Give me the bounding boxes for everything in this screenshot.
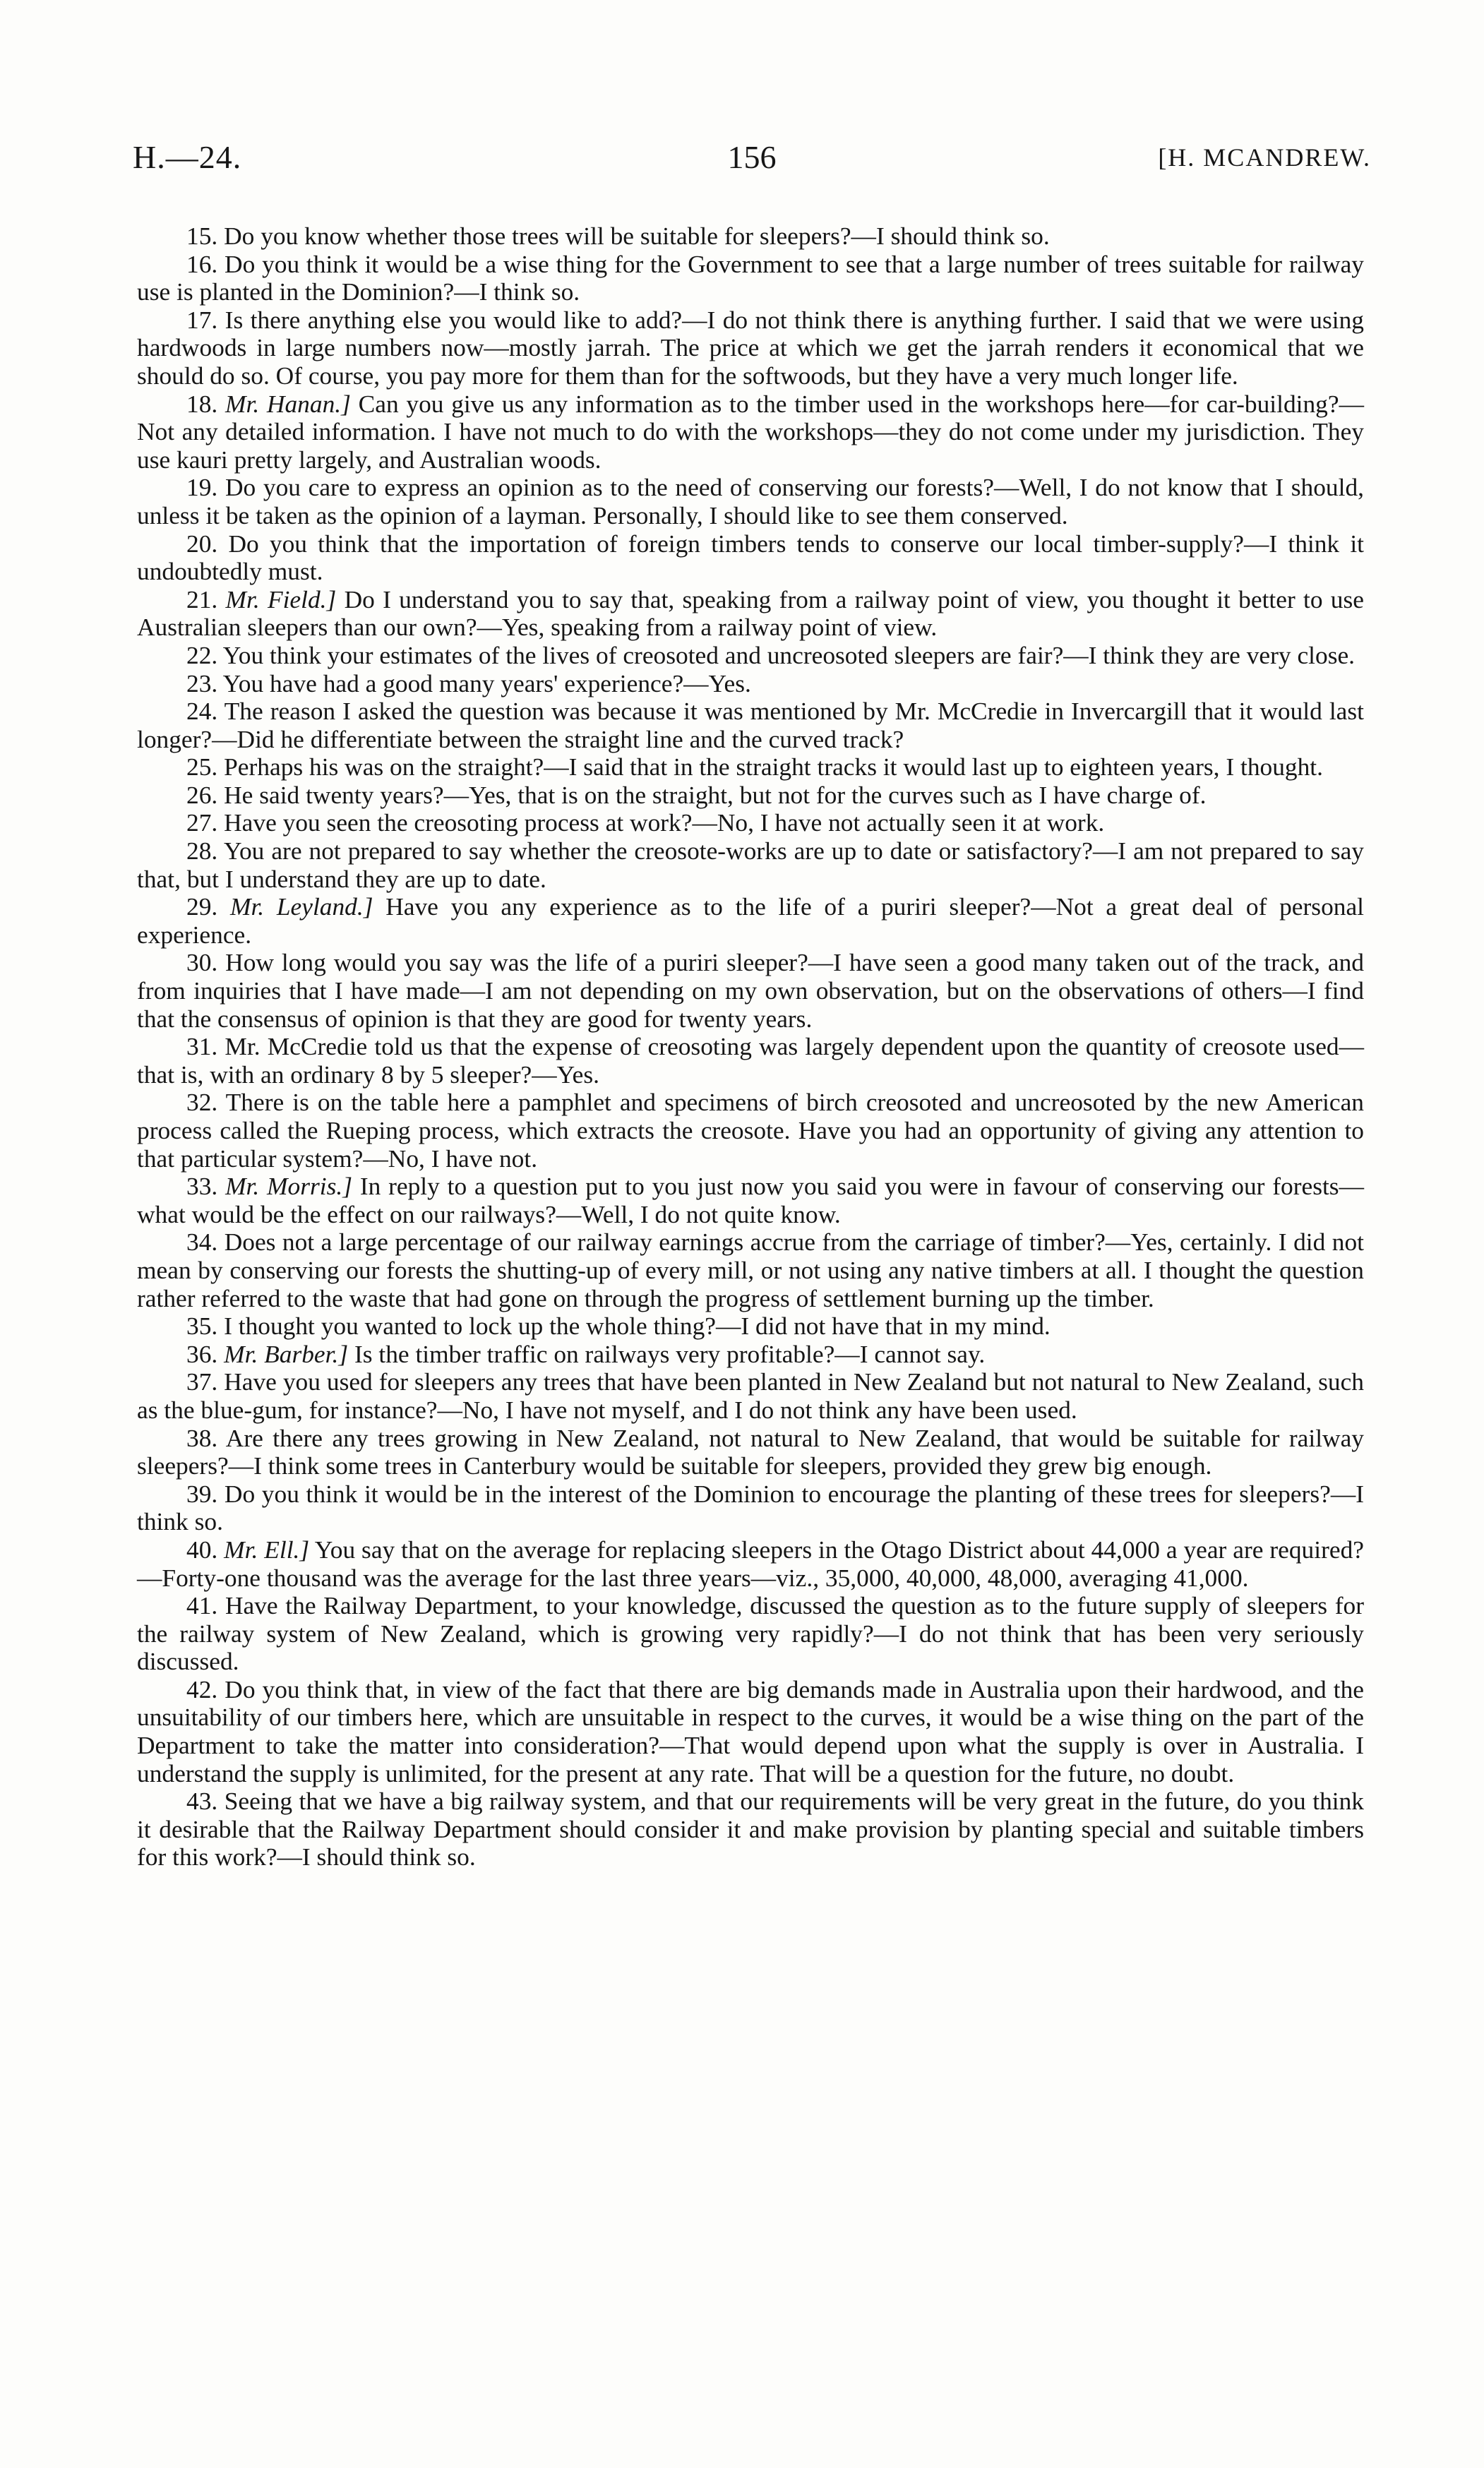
question-number: 23.	[186, 669, 218, 697]
question-paragraph	[137, 1480, 1364, 1536]
testimony-body	[137, 222, 1364, 1871]
question-paragraph	[137, 1173, 1364, 1228]
question-paragraph	[137, 1228, 1364, 1312]
question-answer-text: Is the timber traffic on railways very profitable?—I cannot say.	[354, 1339, 986, 1368]
speaker-label: Mr. Ell.]	[224, 1535, 310, 1564]
question-number: 34.	[186, 1228, 218, 1257]
question-number: 24.	[186, 697, 218, 726]
speaker-label: Mr. Leyland.]	[229, 892, 373, 921]
question-paragraph	[137, 1536, 1364, 1592]
question-number: 29.	[186, 892, 218, 921]
question-answer-text: You have had a good many years' experience?—Yes.	[222, 669, 751, 697]
question-answer-text: The reason I asked the question was because it was mentioned by Mr. McCredie in Invercargill that it would last longer?—Did he differentiate between the straight line and the curved track?	[137, 697, 1364, 753]
question-number: 19.	[186, 473, 218, 502]
question-answer-text: Have you seen the creosoting process at work?—No, I have not actually seen it at work.	[224, 808, 1105, 837]
question-paragraph	[137, 586, 1364, 642]
question-number: 18.	[186, 389, 218, 418]
question-paragraph	[137, 697, 1364, 753]
question-number: 15.	[186, 222, 218, 250]
page-number: 156	[727, 139, 777, 175]
question-answer-text: Mr. McCredie told us that the expense of creosoting was largely dependent upon the quantity of creosote used—that is, with an ordinary 8 by 5 sleeper?—Yes.	[137, 1032, 1364, 1089]
question-paragraph	[137, 949, 1364, 1033]
question-number: 16.	[186, 249, 218, 278]
question-answer-text: Do you think that the importation of foreign timbers tends to conserve our local timber-supply?—I think it undoubtedly must.	[137, 529, 1364, 586]
question-answer-text: Have you used for sleepers any trees that have been planted in New Zealand but not natural to New Zealand, such as the blue-gum, for instance?—No, I have not myself, and I do not think any have been used.	[137, 1367, 1364, 1424]
question-number: 40.	[186, 1535, 218, 1564]
question-paragraph	[137, 753, 1364, 781]
document-reference: H.—24.	[133, 139, 242, 175]
question-paragraph	[137, 1341, 1364, 1369]
question-answer-text: Do you know whether those trees will be suitable for sleepers?—I should think so.	[224, 222, 1050, 250]
question-number: 27.	[186, 808, 218, 837]
question-answer-text: Do you care to express an opinion as to the need of conserving our forests?—Well, I do not know that I should, unless it be taken as the opinion of a layman. Personally, I should like to see them conserved.	[137, 473, 1364, 529]
question-answer-text: How long would you say was the life of a puriri sleeper?—I have seen a good many taken out of the track, and from inquiries that I have made—I am not depending on my own observation, but on the observations of others—I find that the consensus of opinion is that they are good for twenty years.	[137, 948, 1364, 1033]
question-answer-text: Can you give us any information as to the timber used in the workshops here—for car-building?—Not any detailed information. I have not much to do with the workshops—they do not come under my jurisdiction. They use kauri pretty largely, and Australian woods.	[137, 389, 1364, 474]
question-paragraph	[137, 1033, 1364, 1089]
question-number: 25.	[186, 753, 218, 781]
question-answer-text: You are not prepared to say whether the creosote-works are up to date or satisfactory?—I am not prepared to say that, but I understand they are up to date.	[137, 837, 1364, 893]
question-paragraph	[137, 1592, 1364, 1676]
question-paragraph	[137, 781, 1364, 810]
question-paragraph	[137, 837, 1364, 893]
question-paragraph	[137, 222, 1364, 251]
witness-name: [H. MCANDREW.	[1158, 143, 1371, 172]
question-number: 43.	[186, 1787, 218, 1816]
question-number: 26.	[186, 780, 218, 809]
question-paragraph	[137, 1425, 1364, 1480]
question-answer-text: Do I understand you to say that, speaking from a railway point of view, you thought it better to use Australian sleepers than our own?—Yes, speaking from a railway point of view.	[137, 585, 1364, 642]
question-answer-text: You say that on the average for replacing sleepers in the Otago District about 44,000 a year are required?—Forty-one thousand was the average for the last three years—viz., 35,000, 40,000, 48,000, averaging 41,000.	[137, 1535, 1364, 1592]
question-number: 31.	[186, 1032, 218, 1061]
question-number: 42.	[186, 1675, 218, 1703]
question-answer-text: I thought you wanted to lock up the whole thing?—I did not have that in my mind.	[224, 1312, 1051, 1341]
speaker-label: Mr. Field.]	[225, 585, 337, 613]
question-number: 17.	[186, 305, 218, 334]
question-answer-text: There is on the table here a pamphlet and specimens of birch creosoted and uncreosoted by the new American process called the Rueping process, which extracts the creosote. Have you had an opportunity of giving any attention to that particular system?—No, I have not.	[137, 1088, 1364, 1173]
question-paragraph	[137, 1089, 1364, 1173]
question-paragraph	[137, 306, 1364, 390]
question-paragraph	[137, 893, 1364, 949]
speaker-label: Mr. Barber.]	[224, 1339, 349, 1368]
question-number: 20.	[186, 529, 218, 558]
question-number: 36.	[186, 1339, 218, 1368]
question-number: 41.	[186, 1591, 218, 1620]
question-answer-text: Have the Railway Department, to your knowledge, discussed the question as to the future supply of sleepers for the railway system of New Zealand, which is growing very rapidly?—I do not think that has been very seriously discussed.	[137, 1591, 1364, 1676]
question-answer-text: Have you any experience as to the life of a puriri sleeper?—Not a great deal of personal experience.	[137, 892, 1364, 949]
page-header	[133, 138, 1371, 188]
question-answer-text: Do you think it would be in the interest of the Dominion to encourage the planting of these trees for sleepers?—I think so.	[137, 1479, 1364, 1536]
speaker-label: Mr. Hanan.]	[225, 389, 351, 418]
question-number: 22.	[186, 640, 218, 669]
question-paragraph	[137, 642, 1364, 670]
question-paragraph	[137, 530, 1364, 586]
question-paragraph	[137, 474, 1364, 529]
question-answer-text: Does not a large percentage of our railway earnings accrue from the carriage of timber?—Yes, certainly. I did not mean by conserving our forests the shutting-up of every mill, or not using any native timbers at all. I thought the question rather referred to the waste that had gone on through the progress of settlement burning up the timber.	[137, 1228, 1364, 1312]
question-answer-text: Are there any trees growing in New Zealand, not natural to New Zealand, that would be suitable for railway sleepers?—I think some trees in Canterbury would be suitable for sleepers, provided they grew big enough.	[137, 1423, 1364, 1480]
question-answer-text: In reply to a question put to you just now you said you were in favour of conserving our forests—what would be the effect on our railways?—Well, I do not quite know.	[137, 1172, 1364, 1228]
question-answer-text: Is there anything else you would like to add?—I do not think there is anything further. I said that we were using hardwoods in large numbers now—mostly jarrah. The price at which we get the jarrah renders it economical that we should do so. Of course, you pay more for them than for the softwoods, but they have a very much longer life.	[137, 305, 1364, 390]
question-answer-text: Do you think it would be a wise thing for the Government to see that a large number of trees suitable for railway use is planted in the Dominion?—I think so.	[137, 249, 1364, 306]
question-number: 21.	[186, 585, 218, 613]
question-number: 28.	[186, 837, 218, 865]
question-number: 37.	[186, 1367, 218, 1396]
question-number: 38.	[186, 1423, 218, 1452]
question-answer-text: He said twenty years?—Yes, that is on the straight, but not for the curves such as I have charge of.	[224, 780, 1207, 809]
question-answer-text: You think your estimates of the lives of creosoted and uncreosoted sleepers are fair?—I think they are very close.	[222, 640, 1356, 669]
question-answer-text: Seeing that we have a big railway system, and that our requirements will be very great in the future, do you think it desirable that the Railway Department should consider it and make provision by planting special and suitable timbers for this work?—I should think so.	[137, 1787, 1364, 1871]
speaker-label: Mr. Morris.]	[225, 1172, 352, 1201]
question-paragraph	[137, 390, 1364, 474]
question-number: 35.	[186, 1312, 218, 1341]
question-paragraph	[137, 1676, 1364, 1787]
question-number: 30.	[186, 948, 218, 977]
question-number: 32.	[186, 1088, 218, 1117]
question-paragraph	[137, 809, 1364, 837]
question-paragraph	[137, 670, 1364, 698]
question-number: 39.	[186, 1479, 218, 1508]
question-paragraph	[137, 251, 1364, 306]
question-number: 33.	[186, 1172, 218, 1201]
question-answer-text: Perhaps his was on the straight?—I said that in the straight tracks it would last up to eighteen years, I thought.	[224, 753, 1323, 781]
question-paragraph	[137, 1312, 1364, 1341]
question-answer-text: Do you think that, in view of the fact that there are big demands made in Australia upon their hardwood, and the unsuitability of our timbers here, which are unsuitable in respect to the curves, it would be a wise thing on the part of the Department to take the matter into consideration?—That would depend upon what the supply is over in Australia. I understand the supply is unlimited, for the present at any rate. That will be a question for the future, no doubt.	[137, 1675, 1364, 1787]
question-paragraph	[137, 1368, 1364, 1424]
question-paragraph	[137, 1787, 1364, 1871]
